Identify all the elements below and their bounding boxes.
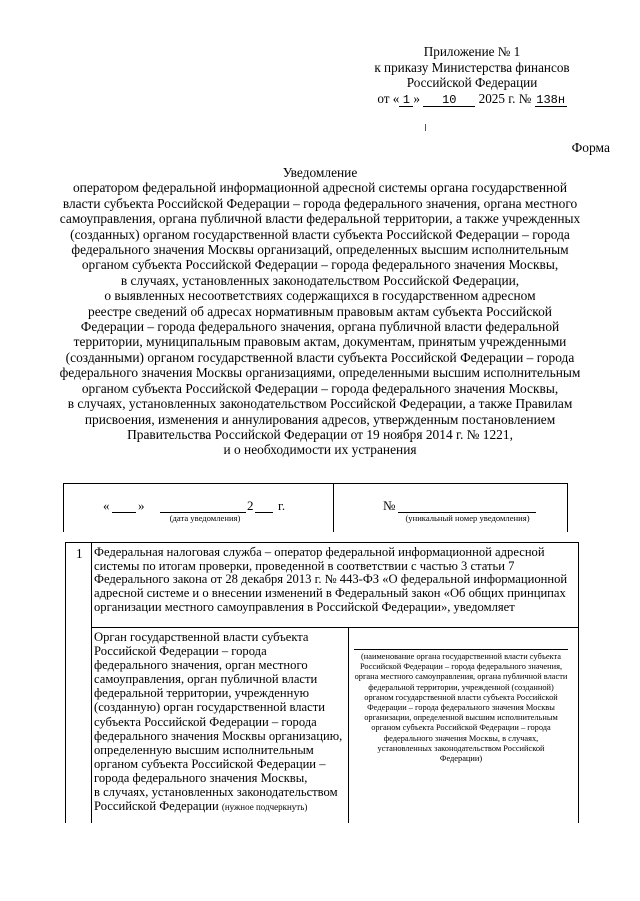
caption-line: федерального значения Москвы, в случаях, bbox=[383, 733, 539, 743]
recipient-line: Орган государственной власти субъекта bbox=[94, 630, 309, 644]
title-line: органом субъекта Российской Федерации – города федерального значения Москвы, bbox=[81, 380, 559, 396]
caption-line: федеральной территории, учрежденной (созданной) bbox=[368, 682, 554, 692]
recipient-name-field[interactable] bbox=[354, 649, 568, 650]
order-year-text: 2025 г. № bbox=[478, 90, 532, 106]
caption-line: Федерации – города федерального значения Москвы bbox=[367, 703, 555, 713]
title-line: оператором федеральной информационной адресной системы органа государственной bbox=[72, 180, 568, 196]
form-label: Форма bbox=[571, 140, 610, 155]
title-line: Уведомление bbox=[282, 165, 358, 180]
date-prefix: от « bbox=[377, 90, 400, 106]
underline-note: (нужное подчеркнуть) bbox=[221, 802, 308, 813]
row-number-divider bbox=[91, 543, 92, 823]
recipient-line: федерального значения Москвы организацию, bbox=[94, 728, 343, 743]
caption-line: Федерации) bbox=[439, 754, 483, 764]
intro-line: адресной системе и о внесении изменений в Федеральный закон «Об общих принципах bbox=[94, 586, 566, 601]
title-line: о выявленных несоответствиях содержащихся в государственном адресном bbox=[104, 288, 536, 304]
recipient-last: Российской Федерации bbox=[94, 799, 219, 814]
recipient-name-caption bbox=[349, 652, 573, 764]
order-day: 1 bbox=[399, 94, 413, 107]
caption-line: органом государственной власти субъекта Российской bbox=[364, 692, 558, 702]
title-line: Правительства Российской Федерации от 19 ноября 2014 г. № 1221, bbox=[127, 426, 513, 442]
title-line: (созданных) органом государственной власти субъекта Российской Федерации – города bbox=[70, 226, 570, 242]
date-caption: (дата уведомления) bbox=[169, 513, 241, 523]
date-day-close: » bbox=[413, 90, 420, 106]
title-line: реестре сведений об адресах нормативным правовым актам субъекта Российской bbox=[88, 303, 552, 319]
recipient-line: в случаях, установленных законодательством bbox=[94, 785, 338, 800]
title-line: территории, муниципальным правовым актам, документам, принятым учрежденными bbox=[73, 334, 567, 350]
order-month: 10 bbox=[423, 94, 475, 107]
year-suffix: г. bbox=[278, 498, 286, 513]
intro-line: Федеральная налоговая служба – оператор федеральной информационной адресной bbox=[94, 545, 545, 559]
order-ref-line: к приказу Министерства финансов bbox=[374, 59, 570, 75]
order-date-line bbox=[352, 91, 592, 107]
intro-line: организации местного самоуправления в Российской Федерации», уведомляет bbox=[94, 599, 515, 614]
recipient-line: федерального значения, орган местного bbox=[94, 658, 308, 673]
document-title bbox=[40, 165, 600, 458]
recipient-line bbox=[94, 799, 356, 814]
recipient-line: города федерального значения Москвы, bbox=[94, 770, 308, 785]
caption-line: организации, определенной высшим исполнительным bbox=[364, 713, 558, 723]
recipient-line: Российской Федерации – города bbox=[94, 644, 267, 659]
section-1-intro bbox=[94, 546, 574, 615]
order-number: 138н bbox=[536, 92, 566, 107]
title-line: присвоения, изменения и аннулирования адресов, утвержденным постановлением bbox=[84, 411, 556, 427]
row-number: 1 bbox=[76, 546, 83, 561]
title-line: (созданными) органом государственной власти субъекта Российской Федерации – города bbox=[65, 349, 575, 365]
appendix-label: Приложение № 1 bbox=[423, 44, 521, 59]
caption-line: органом субъекта Российской Федерации – города bbox=[371, 723, 551, 733]
date-close-quote: » bbox=[138, 498, 145, 513]
title-line: органом субъекта Российской Федерации – города федерального значения Москвы, bbox=[81, 257, 559, 273]
number-sign: № bbox=[383, 498, 396, 513]
caption-line: (наименование органа государственной власти субъекта bbox=[360, 652, 561, 661]
title-line: самоуправления, органа публичной власти федеральной территории, а также учрежденных bbox=[59, 211, 581, 227]
year-digit: 2 bbox=[247, 498, 254, 513]
recipient-line: федеральной территории, учрежденную bbox=[94, 686, 310, 701]
row-divider bbox=[91, 627, 578, 628]
meta-divider bbox=[333, 484, 334, 532]
title-line: Федерации – города федерального значения, органа публичной власти федеральной bbox=[80, 319, 560, 335]
title-line: федерального значения Москвы организаций, определенных высшим исполнительным bbox=[71, 242, 569, 258]
recipient-type-cell bbox=[94, 630, 356, 814]
title-line: в случаях, установленных законодательством Российской Федерации, bbox=[120, 272, 520, 288]
recipient-line: органом субъекта Российской Федерации – bbox=[94, 756, 326, 771]
caption-line: органа местного самоуправления, органа публичной власти bbox=[354, 672, 568, 682]
intro-line: системы по итогам проверки, проведенной в соответствии с частью 3 статьи 7 bbox=[94, 558, 515, 573]
recipient-line: (созданную) орган государственной власти bbox=[94, 700, 325, 715]
approval-header bbox=[352, 44, 592, 107]
intro-line: Федерального закона от 28 декабря 2013 г. № 443-ФЗ «О федеральной информационной bbox=[94, 572, 568, 587]
caption-line: Российской Федерации – города федерального значения, bbox=[359, 662, 563, 672]
title-line: и о необходимости их устранения bbox=[223, 442, 417, 458]
title-line: в случаях, установленных законодательством Российской Федерации, а также Правилам bbox=[67, 396, 573, 412]
ministry-line: Российской Федерации bbox=[406, 75, 538, 90]
title-line: власти субъекта Российской Федерации – города федерального значения, органа местного bbox=[62, 195, 578, 211]
recipient-line: определенную высшим исполнительным bbox=[94, 742, 314, 757]
recipient-line: самоуправления, орган публичной власти bbox=[94, 672, 318, 687]
title-line: федерального значения Москвы организациями, определенными высшим исполнительным bbox=[59, 365, 581, 381]
caption-line: установленных законодательством Российской bbox=[377, 743, 545, 753]
number-caption: (уникальный номер уведомления) bbox=[405, 513, 530, 523]
day-field[interactable] bbox=[112, 512, 136, 513]
scan-mark bbox=[425, 124, 426, 131]
recipient-line: субъекта Российской Федерации – города bbox=[94, 714, 317, 729]
date-open-quote: « bbox=[103, 498, 110, 513]
